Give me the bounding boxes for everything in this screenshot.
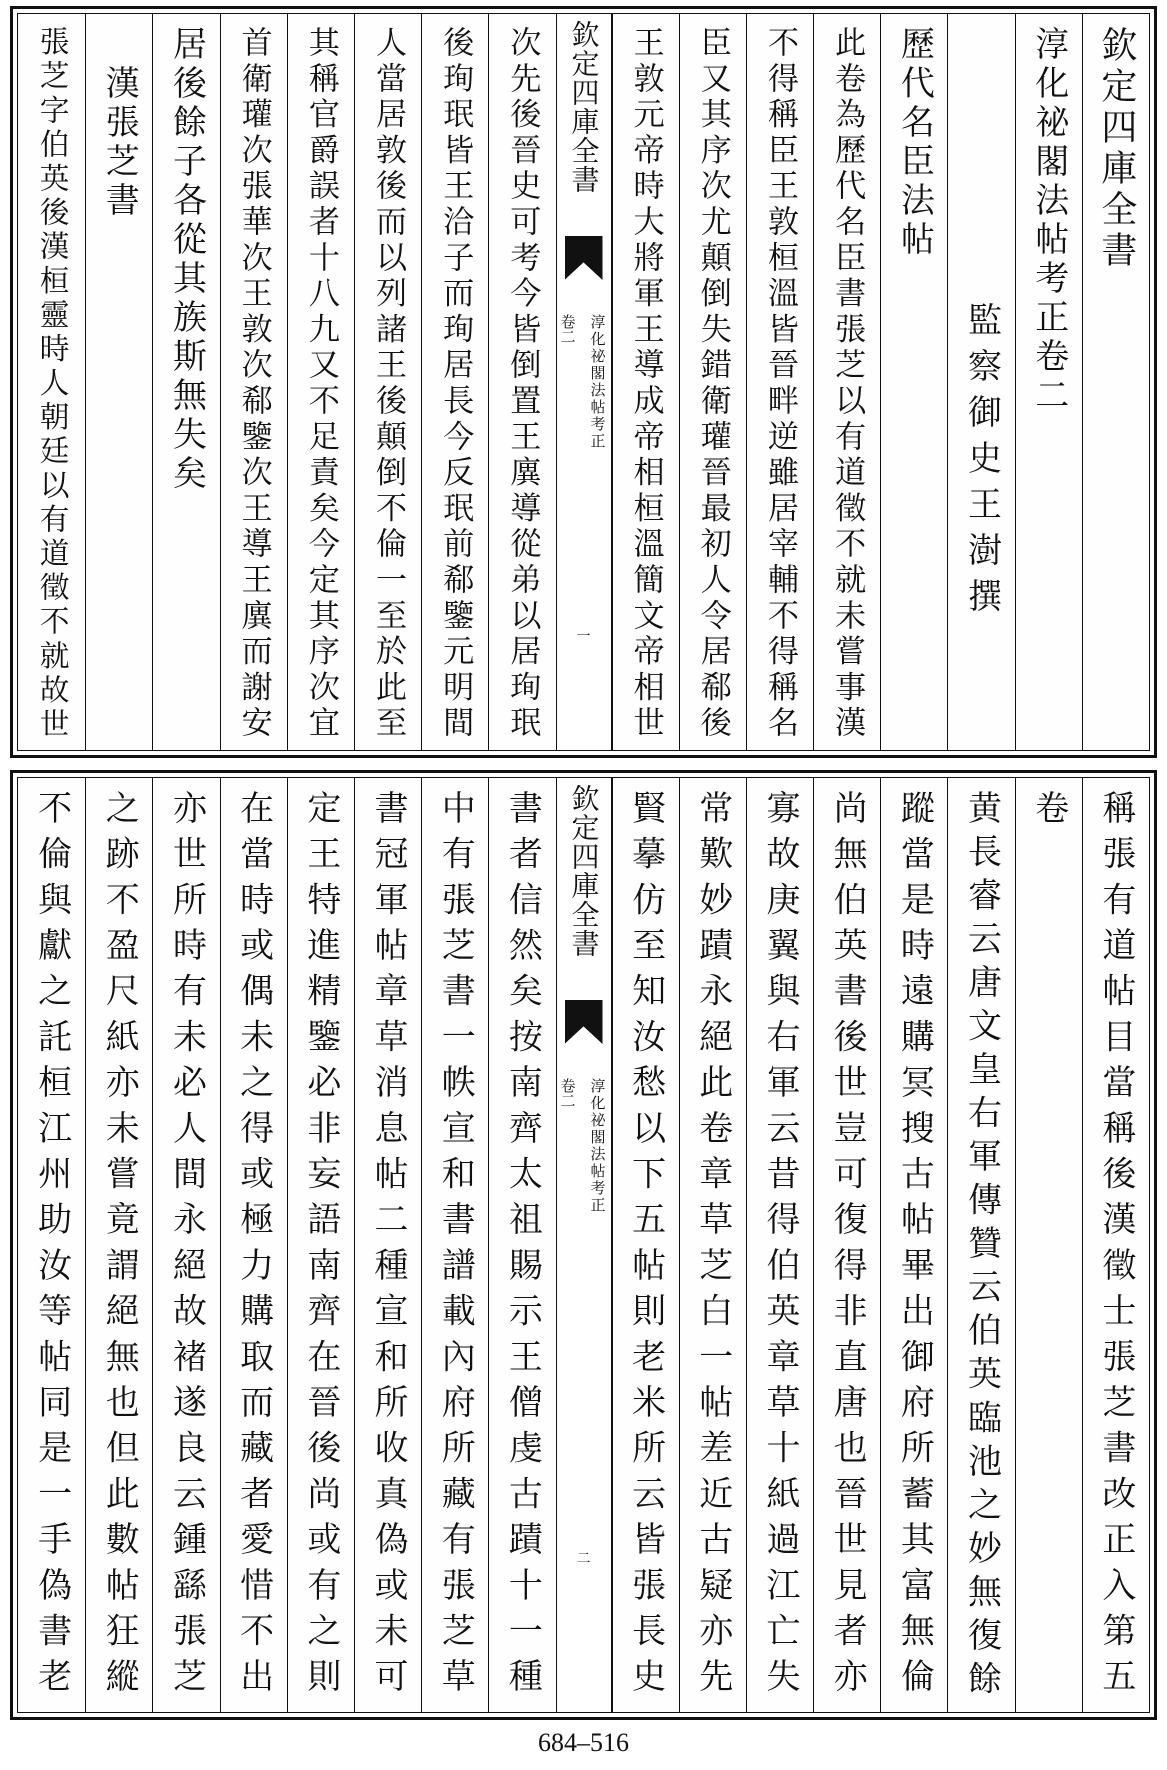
column-text: 王敦元帝時大將軍王導成帝相桓溫簡文帝相世 [627,26,664,742]
column-text: 後珣珉皆王洽子而珣居長今反珉前郗鑒元明間 [437,26,474,742]
gutter-volume: 卷二 [558,1078,577,1108]
column-text: 寡故庚翼與右軍云昔得伯英章草十紙過江亡失 [759,790,800,1704]
page-number-footer: 684–516 [538,1728,629,1757]
text-column [880,778,947,1712]
column-text: 人當居敦後而以列諸王後顛倒不倫一至於此至 [370,26,407,742]
column-text: 書者信然矣按南齊太祖賜示王僧虔古蹟十一種 [502,790,543,1704]
text-column [1082,14,1149,750]
text-column [612,778,679,1712]
text-column [220,14,287,750]
column-text: 卷 [1028,790,1069,829]
column-text: 黄長睿云唐文皇右軍傳贊云伯英臨池之妙無復餘 [961,790,1002,1704]
gutter-page-number: 一 [576,629,591,645]
page-gutter [556,14,612,750]
column-text: 歷代名臣法帖 [894,26,935,260]
top-page [10,6,1157,758]
column-text: 首衛瓘次張華次王敦次郗鑒次王導王廙而謝安 [235,26,272,742]
bottom-page-frame [17,777,1150,1713]
column-text: 居後餘子各從其族斯無失矣 [166,26,207,494]
text-column [947,778,1014,1712]
text-column [421,14,488,750]
text-column [679,778,746,1712]
column-text: 臣又其序次尤顛倒失錯衛瓘晉最初人令居郗後 [694,26,731,742]
column-text: 監察御史王澍撰 [961,26,1002,624]
gutter-book-title: 淳化祕閣法帖考正 [588,1078,607,1214]
text-column [612,14,679,750]
text-column [947,14,1014,750]
column-text: 張芝字伯英後漢桓靈時人朝廷以有道徵不就故世 [34,26,70,742]
column-text: 此卷為歷代名臣書張芝以有道徵不就未嘗事漢 [829,26,866,742]
bottom-page [10,770,1157,1720]
gutter-page-number: 二 [576,1551,591,1567]
text-column [746,14,813,750]
top-page-frame [17,13,1150,751]
column-text: 之跡不盈尺紙亦未嘗竟謂絕無也但此數帖狂縱 [99,790,140,1704]
column-text: 中有張芝書一帙宣和書譜載內府所藏有張芝草 [435,790,476,1704]
gutter-title: 欽定四庫全書 [567,784,601,958]
column-text: 在當時或偶未之得或極力購取而藏者愛惜不出 [233,790,274,1704]
text-column [18,778,85,1712]
text-column [421,778,488,1712]
text-column [813,14,880,750]
column-text: 次先後晉史可考今皆倒置王廙導從弟以居珣珉 [504,26,541,742]
column-text: 欽定四庫全書 [1095,26,1137,272]
text-column [287,778,354,1712]
text-column [287,14,354,750]
text-column [1015,778,1082,1712]
column-text: 蹤當是時遠購冥搜古帖畢出御府所蓄其富無倫 [894,790,935,1704]
text-column [152,14,219,750]
text-column [679,14,746,750]
fishtail-mark [565,236,603,280]
column-text: 賢摹仿至知汝愁以下五帖則老米所云皆張長史 [625,790,666,1704]
text-column [85,14,152,750]
text-column [1082,778,1149,1712]
column-text: 稱張有道帖目當稱後漢徵士張芝書改正入第五 [1095,790,1136,1704]
text-column [1015,14,1082,750]
text-column [354,14,421,750]
column-text: 不得稱臣王敦桓溫皆晉畔逆雖居宰輔不得稱名 [761,26,798,742]
column-text: 漢張芝書 [99,26,140,221]
text-column [354,778,421,1712]
column-text: 不倫與獻之託桓江州助汝等帖同是一手偽書老 [31,790,72,1704]
text-column [18,14,85,750]
text-column [152,778,219,1712]
column-text: 亦世所時有未必人間永絕故褚遂良云鍾繇張芝 [166,790,207,1704]
column-text: 尚無伯英書後世豈可復得非直唐也晉世見者亦 [827,790,868,1704]
text-column [85,778,152,1712]
text-column [813,778,880,1712]
page-gutter [556,778,612,1712]
gutter-book-title: 淳化祕閣法帖考正 [588,314,607,450]
column-text: 常歎妙蹟永絕此卷章草芝白一帖差近古疑亦先 [692,790,733,1704]
gutter-volume: 卷二 [558,314,577,344]
column-text: 其稱官爵誤者十八九又不足責矣今定其序次宜 [302,26,339,742]
column-text: 淳化祕閣法帖考正卷二 [1028,26,1069,416]
fishtail-mark [565,1000,603,1044]
text-column [880,14,947,750]
column-text: 定王特進精鑒必非妄語南齊在晉後尚或有之則 [300,790,341,1704]
text-column [220,778,287,1712]
column-text: 書冠軍帖章草消息帖二種宣和所收真偽或未可 [368,790,409,1704]
gutter-title: 欽定四庫全書 [567,20,601,194]
text-column [746,778,813,1712]
text-column [488,14,555,750]
text-column [488,778,555,1712]
